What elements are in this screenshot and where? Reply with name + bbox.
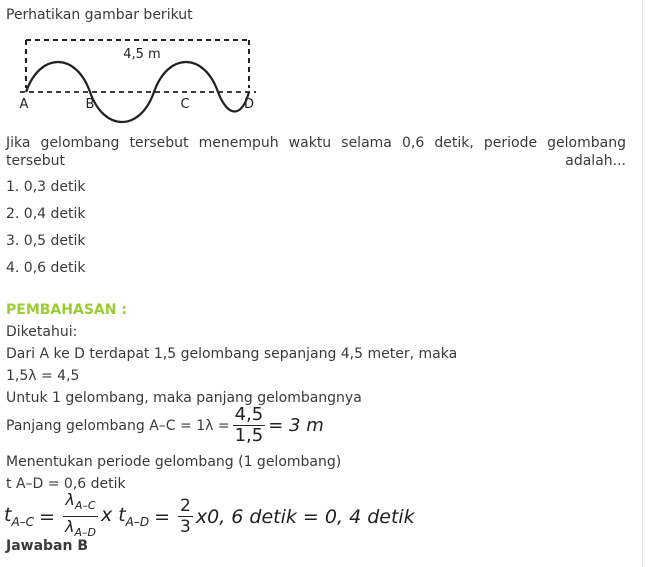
formula-tail: x0, 6 detik = 0, 4 detik bbox=[195, 505, 415, 528]
option-4: 4. 0,6 detik bbox=[6, 260, 86, 276]
discussion-line-1: Dari A ke D terdapat 1,5 gelombang sepanjang 4,5 meter, maka bbox=[6, 346, 458, 362]
discussion-line-2: 1,5λ = 4,5 bbox=[6, 368, 80, 384]
point-d-label: D bbox=[243, 97, 255, 112]
wavelength-fraction bbox=[233, 405, 266, 446]
intro-text: Perhatikan gambar berikut bbox=[6, 7, 193, 23]
wavelength-result: = 3 m bbox=[268, 415, 324, 436]
formula-equals: = bbox=[39, 505, 55, 528]
option-2: 2. 0,4 detik bbox=[6, 206, 86, 222]
wave-figure bbox=[6, 34, 266, 124]
option-3: 3. 0,5 detik bbox=[6, 233, 86, 249]
width-label: 4,5 m bbox=[123, 47, 161, 62]
option-1: 1. 0,3 detik bbox=[6, 179, 86, 195]
wavelength-numerator: 4,5 bbox=[234, 404, 264, 425]
wavelength-denominator: 1,5 bbox=[234, 425, 264, 446]
formula-two-thirds: $\frac{2}{3}$ bbox=[180, 496, 191, 538]
point-b-label: B bbox=[85, 97, 95, 112]
formula-equals-2: = bbox=[154, 505, 171, 528]
discussion-line-3: Untuk 1 gelombang, maka panjang gelombangnya bbox=[6, 390, 362, 406]
discussion-line-4: Menentukan periode gelombang (1 gelombang) bbox=[6, 454, 342, 470]
point-c-label: C bbox=[180, 97, 190, 112]
wavelength-prefix: Panjang gelombang A–C = 1λ = bbox=[6, 417, 230, 434]
point-a-label: A bbox=[19, 97, 29, 112]
formula-lhs: $t_{A-C}$ bbox=[4, 504, 35, 530]
answer-text: Jawaban B bbox=[6, 538, 89, 554]
discussion-line-5: t A–D = 0,6 detik bbox=[6, 476, 126, 492]
formula-times: x $t_{A-D}$ bbox=[100, 504, 150, 530]
question-text: Jika gelombang tersebut menempuh waktu selama 0,6 detik, periode gelombang tersebut adalah... bbox=[6, 135, 626, 169]
discussion-heading: PEMBAHASAN : bbox=[6, 302, 127, 318]
known-label: Diketahui: bbox=[6, 324, 78, 340]
formula-ratio: $\frac{\lambda_{A-C}}{\lambda_{A-D}}$ bbox=[64, 490, 96, 540]
period-formula bbox=[4, 490, 415, 543]
wavelength-equation bbox=[6, 405, 324, 446]
